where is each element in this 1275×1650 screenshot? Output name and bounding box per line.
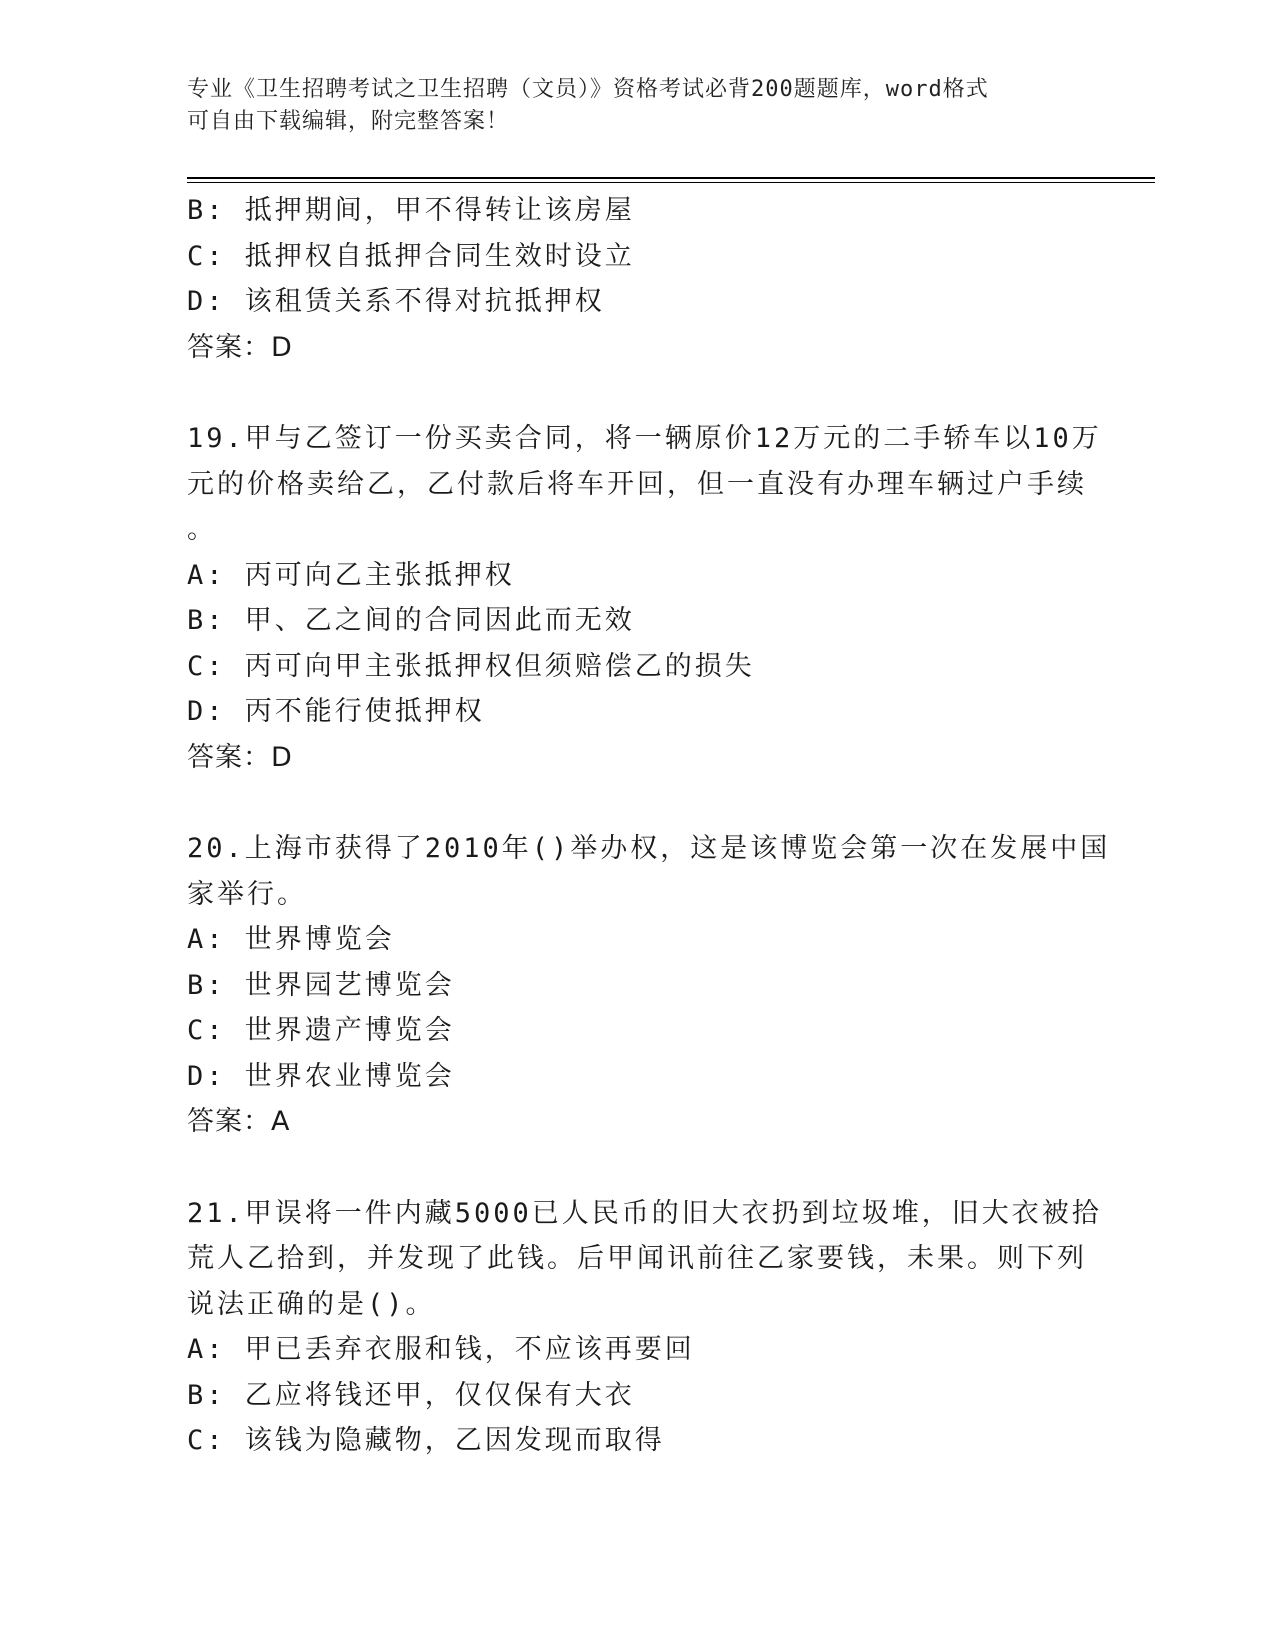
question-stem: 19.甲与乙签订一份买卖合同，将一辆原价12万元的二手轿车以10万 — [187, 423, 1102, 454]
option-a: A: 甲已丢弃衣服和钱，不应该再要回 — [187, 1334, 695, 1365]
question-19 — [187, 416, 1102, 780]
question-21 — [187, 1191, 1102, 1464]
header-title-line-2: 可自由下载编辑，附完整答案！ — [187, 109, 510, 134]
option-c: C: 该钱为隐藏物，乙因发现而取得 — [187, 1425, 665, 1456]
answer-label: 答案：A — [187, 1106, 291, 1137]
question-stem: 荒人乙拾到，并发现了此钱。后甲闻讯前往乙家要钱，未果。则下列 — [187, 1243, 1087, 1274]
question-stem: 家举行。 — [187, 878, 307, 910]
question-stem: 20.上海市获得了2010年()举办权，这是该博览会第一次在发展中国 — [187, 833, 1111, 864]
option-b: B: 甲、乙之间的合同因此而无效 — [187, 605, 635, 636]
question-stem: 元的价格卖给乙，乙付款后将车开回，但一直没有办理车辆过户手续 — [187, 468, 1087, 500]
answer-label: 答案：D — [187, 331, 293, 363]
option-b: B: 乙应将钱还甲，仅仅保有大衣 — [187, 1379, 635, 1411]
question-stem: 。 — [187, 514, 217, 545]
question-list — [187, 188, 1111, 1464]
answer-label: 答案：D — [187, 741, 293, 773]
option-d: D: 该租赁关系不得对抗抵押权 — [187, 286, 605, 317]
option-d: D: 丙不能行使抵押权 — [187, 696, 485, 727]
option-c: C: 世界遗产博览会 — [187, 1015, 455, 1046]
option-c: C: 丙可向甲主张抵押权但须赔偿乙的损失 — [187, 650, 755, 682]
option-d: D: 世界农业博览会 — [187, 1060, 455, 1092]
header-title-line-1: 专业《卫生招聘考试之卫生招聘（文员）》资格考试必背200题题库，word格式 — [187, 77, 989, 102]
spacer — [187, 1145, 1087, 1191]
spacer — [187, 780, 1087, 826]
document-header — [187, 74, 1087, 138]
option-b: B: 世界园艺博览会 — [187, 969, 455, 1001]
question-stem: 说法正确的是()。 — [187, 1288, 436, 1320]
question-stem: 21.甲误将一件内藏5000已人民币的旧大衣扔到垃圾堆，旧大衣被拾 — [187, 1197, 1102, 1229]
option-a: A: 世界博览会 — [187, 924, 395, 955]
option-a: A: 丙可向乙主张抵押权 — [187, 559, 515, 591]
question-18 — [187, 188, 1087, 370]
header-divider — [187, 177, 1155, 183]
question-20 — [187, 826, 1111, 1145]
spacer — [187, 370, 1087, 416]
option-c: C: 抵押权自抵押合同生效时设立 — [187, 240, 635, 272]
option-b: B: 抵押期间，甲不得转让该房屋 — [187, 195, 635, 226]
